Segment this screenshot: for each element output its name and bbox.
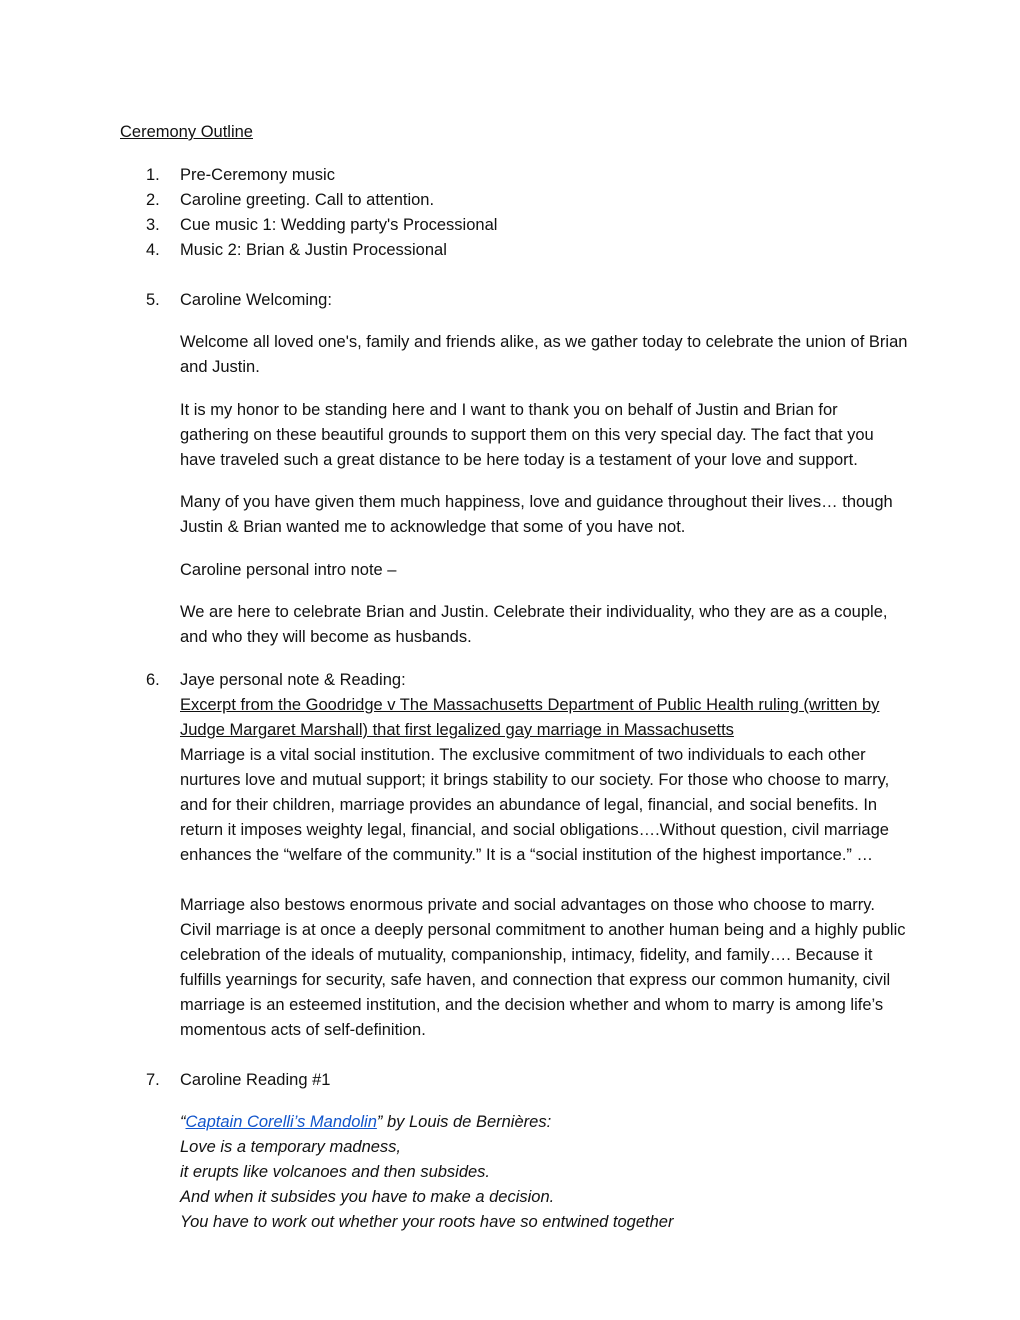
reading-heading: Excerpt from the Goodridge v The Massachusetts Department of Public Health ruling (written by Judge Margaret Marshall) that first legalized gay marriage in Massachusetts bbox=[180, 696, 880, 739]
list-number: 2. bbox=[146, 191, 160, 209]
list-item-text: Music 2: Brian & Justin Processional bbox=[180, 241, 447, 259]
quote-open: “ bbox=[180, 1113, 186, 1131]
list-item bbox=[146, 288, 910, 313]
poem-line: And when it subsides you have to make a decision. bbox=[180, 1188, 555, 1206]
list-number: 5. bbox=[146, 291, 160, 309]
list-item bbox=[146, 238, 910, 263]
welcome-paragraph: We are here to celebrate Brian and Justin. Celebrate their individuality, who they are as a couple, and who they will become as husbands. bbox=[180, 603, 888, 646]
welcome-paragraph: It is my honor to be standing here and I want to thank you on behalf of Justin and Brian for gathering on these beautiful grounds to support them on this very special day. The fact that you have traveled such a great distance to be here today is a testament of your love and support. bbox=[180, 401, 874, 469]
list-item-text: Jaye personal note & Reading: bbox=[180, 671, 406, 689]
list-item-text: Caroline Welcoming: bbox=[180, 291, 332, 309]
welcome-paragraph: Welcome all loved one's, family and friends alike, as we gather today to celebrate the union of Brian and Justin. bbox=[180, 333, 908, 376]
list-item-text: Caroline Reading #1 bbox=[180, 1071, 331, 1089]
list-item-text: Pre-Ceremony music bbox=[180, 166, 335, 184]
poem-line: You have to work out whether your roots have so entwined together bbox=[180, 1213, 674, 1231]
book-title-link[interactable]: Captain Corelli’s Mandolin bbox=[185, 1113, 377, 1131]
byline: ” by Louis de Bernières: bbox=[376, 1113, 552, 1131]
list-item bbox=[146, 213, 910, 238]
list-item-text: Cue music 1: Wedding party's Processional bbox=[180, 216, 498, 234]
list-item-text: Caroline greeting. Call to attention. bbox=[180, 191, 435, 209]
list-number: 1. bbox=[146, 166, 160, 184]
list-item bbox=[146, 163, 910, 188]
poem-line: Love is a temporary madness, bbox=[180, 1138, 402, 1156]
list-item bbox=[146, 1068, 910, 1093]
list-number: 3. bbox=[146, 216, 160, 234]
list-number: 7. bbox=[146, 1071, 160, 1089]
welcome-paragraph: Caroline personal intro note – bbox=[180, 561, 397, 579]
list-item bbox=[146, 188, 910, 213]
document-title: Ceremony Outline bbox=[120, 123, 253, 141]
welcome-paragraph: Many of you have given them much happiness, love and guidance throughout their lives… though Justin & Brian wanted me to acknowledge that some of you have not. bbox=[180, 493, 893, 536]
list-number: 6. bbox=[146, 671, 160, 689]
poem-citation bbox=[180, 1110, 910, 1135]
reading-paragraph: Marriage also bestows enormous private and social advantages on those who choose to marry. Civil marriage is at once a deeply personal commitment to another human being and a highly public celebration of the ideals of mutuality, companionship, intimacy, fidelity, and family…. Because it fulfills yearnings for security, safe haven, and connection that express our common humanity, civil marriage is an esteemed institution, and the decision whether and whom to marry is among life’s momentous acts of self-definition. bbox=[180, 896, 906, 1039]
list-number: 4. bbox=[146, 241, 160, 259]
poem-line: it erupts like volcanoes and then subsides. bbox=[180, 1163, 491, 1181]
reading-paragraph: Marriage is a vital social institution. The exclusive commitment of two individuals to each other nurtures love and mutual support; it brings stability to our society. For those who choose to marry, and for their children, marriage provides an abundance of legal, financial, and social benefits. In return it imposes weighty legal, financial, and social obligations….Without question, civil marriage enhances the “welfare of the community.” It is a “social institution of the highest importance.” … bbox=[180, 746, 890, 864]
list-item bbox=[146, 668, 910, 693]
